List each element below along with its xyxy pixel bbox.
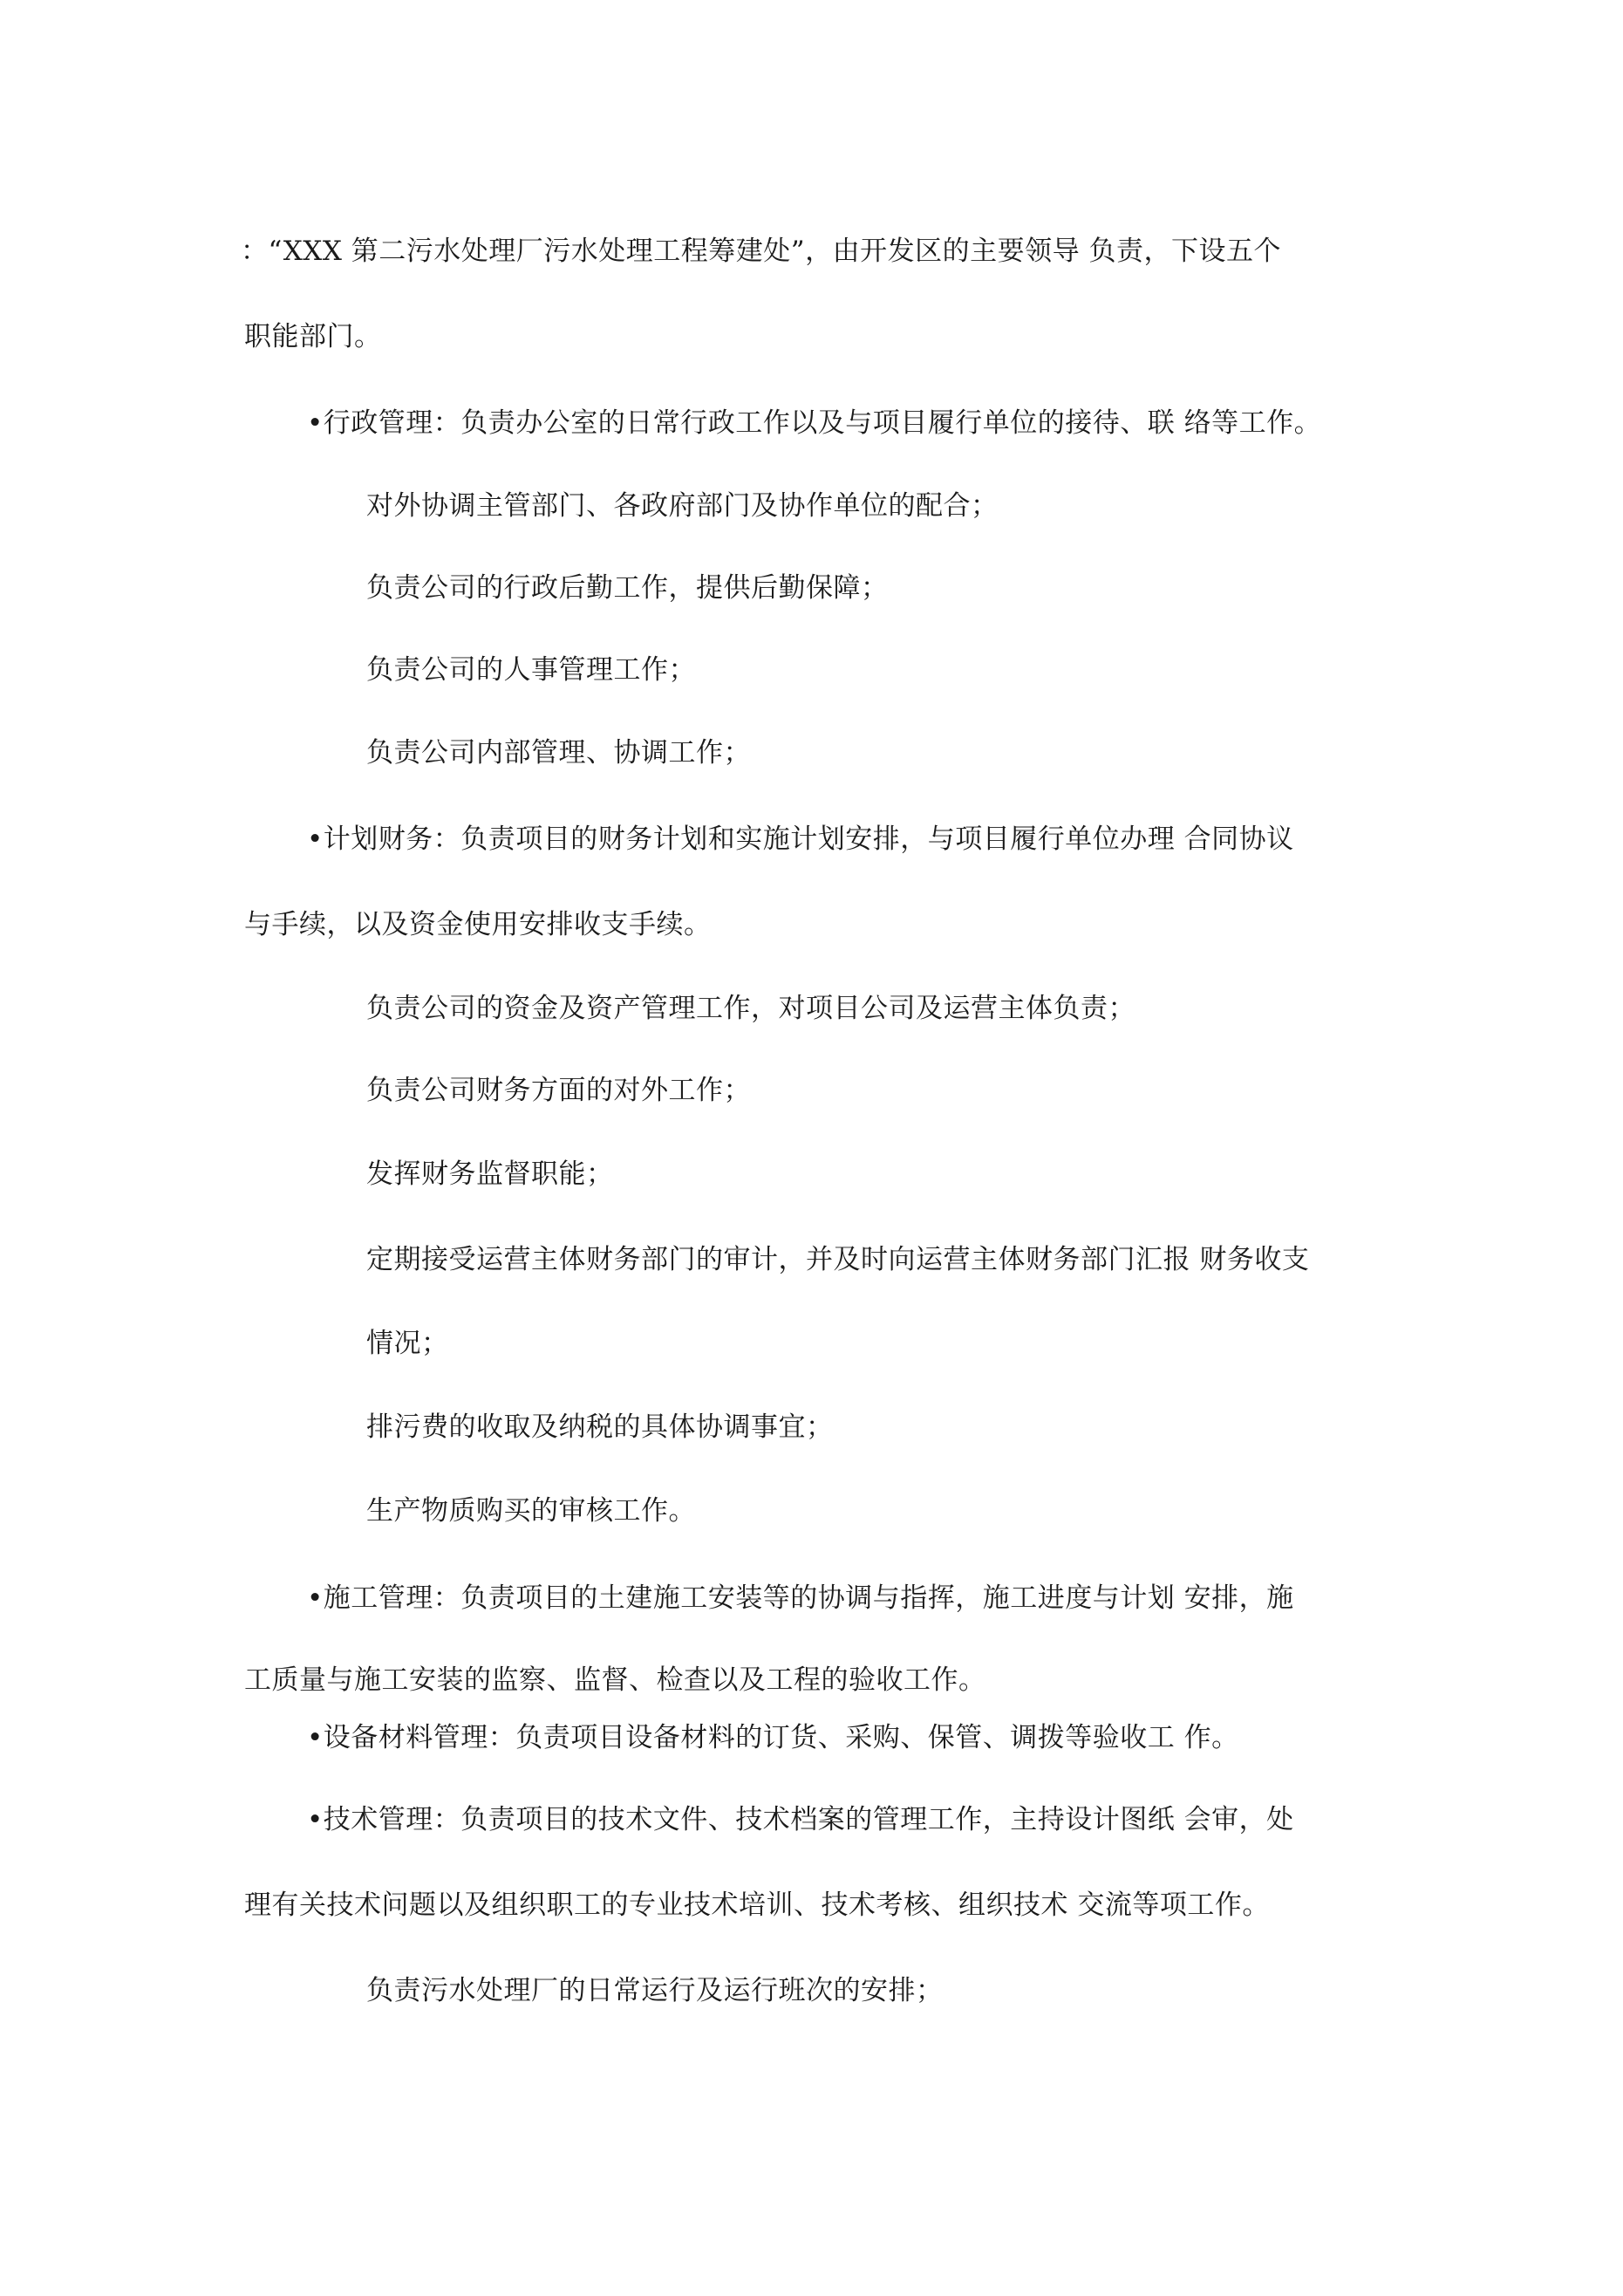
admin-item-personnel: 负责公司的人事管理工作； [366, 654, 696, 686]
admin-item-internal-management: 负责公司内部管理、协调工作； [366, 737, 751, 769]
bullet-construction-line-2: 工质量与施工安装的监察、监督、检查以及工程的验收工作。 [244, 1664, 986, 1696]
admin-item-external-coordination: 对外协调主管部门、各政府部门及协作单位的配合； [366, 490, 999, 522]
finance-item-assets: 负责公司的资金及资产管理工作，对项目公司及运营主体负责； [366, 993, 1135, 1024]
finance-item-sewage-fees: 排污费的收取及纳税的具体协调事宜； [366, 1411, 834, 1443]
finance-item-audit-line-2: 情况； [366, 1328, 449, 1359]
bullet-equipment-materials: •设备材料管理：负责项目设备材料的订货、采购、保管、调拨等验收工 作。 [307, 1722, 1239, 1753]
bullet-planning-finance-line-1: •计划财务：负责项目的财务计划和实施计划安排，与项目履行单位办理 合同协议 [307, 823, 1294, 855]
bullet-admin-management: •行政管理：负责办公室的日常行政工作以及与项目履行单位的接待、联 络等工作。 [307, 407, 1322, 439]
finance-item-supervision: 发挥财务监督职能； [366, 1158, 614, 1190]
bullet-construction-line-1: •施工管理：负责项目的土建施工安装等的协调与指挥，施工进度与计划 安排，施 [307, 1582, 1294, 1614]
finance-item-purchase-review: 生产物质购买的审核工作。 [366, 1495, 696, 1527]
bullet-technical-line-2: 理有关技术问题以及组织职工的专业技术培训、技术考核、组织技术 交流等项工作。 [244, 1889, 1270, 1921]
bullet-planning-finance-line-2: 与手续，以及资金使用安排收支手续。 [244, 909, 712, 940]
bullet-technical-line-1: •技术管理：负责项目的技术文件、技术档案的管理工作，主持设计图纸 会审，处 [307, 1804, 1294, 1835]
technical-item-daily-operation: 负责污水处理厂的日常运行及运行班次的安排； [366, 1975, 944, 2006]
paragraph-intro-line-1: ：“XXX 第二污水处理厂污水处理工程筹建处”，由开发区的主要领导 负责，下设五个 [241, 236, 1281, 267]
paragraph-intro-line-2: 职能部门。 [244, 321, 382, 352]
finance-item-external: 负责公司财务方面的对外工作； [366, 1075, 751, 1106]
admin-item-logistics: 负责公司的行政后勤工作，提供后勤保障； [366, 572, 889, 604]
finance-item-audit-line-1: 定期接受运营主体财务部门的审计，并及时向运营主体财务部门汇报 财务收支 [366, 1244, 1310, 1275]
